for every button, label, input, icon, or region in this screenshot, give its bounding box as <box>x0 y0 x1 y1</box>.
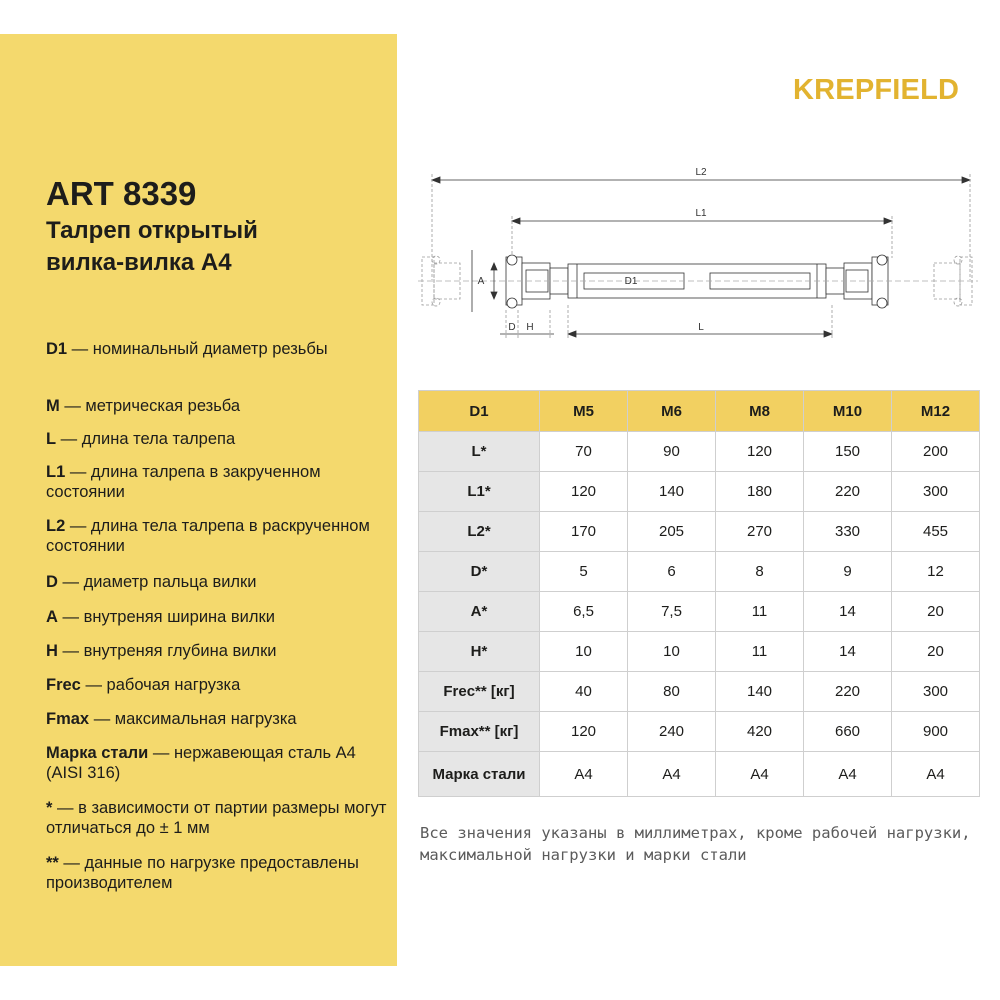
table-header-row <box>419 391 980 432</box>
table-row <box>419 512 980 552</box>
table-cell: 300 <box>892 672 980 712</box>
table-cell: A4 <box>628 752 716 797</box>
table-cell: A4 <box>892 752 980 797</box>
table-row <box>419 632 980 672</box>
row-label: A* <box>419 592 540 632</box>
l2-arrow-right <box>962 177 970 183</box>
table-cell: 14 <box>804 592 892 632</box>
table-cell: 10 <box>540 632 628 672</box>
table-header-cell: D1 <box>419 391 540 432</box>
table-cell: A4 <box>716 752 804 797</box>
table-row <box>419 752 980 797</box>
table-cell: 8 <box>716 552 804 592</box>
table-cell: 20 <box>892 632 980 672</box>
table-cell: 20 <box>892 592 980 632</box>
table-row <box>419 592 980 632</box>
table-header-cell: M10 <box>804 391 892 432</box>
label-a: A <box>477 276 485 287</box>
l-arrow-right <box>824 331 832 337</box>
table-cell: 140 <box>628 472 716 512</box>
row-label: L2* <box>419 512 540 552</box>
definition-fmax: Fmax — максимальная нагрузка <box>46 710 297 728</box>
row-label: Fmax** [кг] <box>419 712 540 752</box>
table-cell: 300 <box>892 472 980 512</box>
table-row <box>419 712 980 752</box>
table-cell: 11 <box>716 592 804 632</box>
table-cell: 420 <box>716 712 804 752</box>
table-cell: A4 <box>540 752 628 797</box>
table-row <box>419 672 980 712</box>
table-cell: 200 <box>892 432 980 472</box>
table-header-cell: M8 <box>716 391 804 432</box>
table-cell: 9 <box>804 552 892 592</box>
row-label: D* <box>419 552 540 592</box>
a-arrow-top <box>491 263 497 270</box>
definition-load-note: ** — данные по нагрузке предоставлены производителем <box>46 854 359 892</box>
table-cell: 455 <box>892 512 980 552</box>
table-cell: 330 <box>804 512 892 552</box>
label-l1: L1 <box>695 208 707 219</box>
table-row <box>419 472 980 512</box>
table-cell: 120 <box>540 472 628 512</box>
table-cell: 120 <box>716 432 804 472</box>
definition-frec: Frec — рабочая нагрузка <box>46 676 241 694</box>
table-cell: 205 <box>628 512 716 552</box>
label-d: D <box>508 322 516 333</box>
l1-arrow-left <box>512 218 520 224</box>
table-cell: 180 <box>716 472 804 512</box>
definition-d: D — диаметр пальца вилки <box>46 573 257 591</box>
definition-l: L — длина тела талрепа <box>46 430 236 448</box>
table-cell: 10 <box>628 632 716 672</box>
table-cell: 90 <box>628 432 716 472</box>
table-cell: 11 <box>716 632 804 672</box>
table-row <box>419 552 980 592</box>
table-cell: A4 <box>804 752 892 797</box>
table-cell: 6 <box>628 552 716 592</box>
label-l: L <box>698 322 704 333</box>
product-name-line-1: Талреп открытый <box>46 217 258 244</box>
definition-h: H — внутреняя глубина вилки <box>46 642 277 660</box>
definition-m: M — метрическая резьба <box>46 397 241 415</box>
table-cell: 6,5 <box>540 592 628 632</box>
fork-left <box>506 255 568 308</box>
table-cell: 120 <box>540 712 628 752</box>
table-cell: 80 <box>628 672 716 712</box>
table-cell: 660 <box>804 712 892 752</box>
product-name <box>46 215 386 279</box>
label-h: H <box>526 322 534 333</box>
l-arrow-left <box>568 331 576 337</box>
row-label: L1* <box>419 472 540 512</box>
table-cell: 14 <box>804 632 892 672</box>
definition-l2: L2 — длина тела талрепа в раскрученном состоянии <box>46 517 370 555</box>
table-cell: 70 <box>540 432 628 472</box>
table-row <box>419 432 980 472</box>
definition-tolerance-note: * — в зависимости от партии размеры могут отличаться до ± 1 мм <box>46 799 387 837</box>
product-name-line-2: вилка-вилка А4 <box>46 249 232 276</box>
turnbuckle-drawing <box>412 160 982 350</box>
row-label: Марка стали <box>419 752 540 797</box>
table-cell: 240 <box>628 712 716 752</box>
table-cell: 220 <box>804 472 892 512</box>
definition-steel-grade: Марка стали — нержавеющая сталь А4 (AISI 316) <box>46 744 356 782</box>
table-cell: 12 <box>892 552 980 592</box>
definition-d1: D1 — номинальный диаметр резьбы <box>46 340 328 358</box>
table-cell: 7,5 <box>628 592 716 632</box>
definition-a: A — внутреняя ширина вилки <box>46 608 275 626</box>
l1-arrow-right <box>884 218 892 224</box>
table-header-cell: M6 <box>628 391 716 432</box>
table-cell: 40 <box>540 672 628 712</box>
table-header-cell: M12 <box>892 391 980 432</box>
definition-l1: L1 — длина талрепа в закрученном состоянии <box>46 463 321 501</box>
table-cell: 170 <box>540 512 628 552</box>
fork-right <box>826 255 888 308</box>
brand-logo: KREPFIELD <box>793 74 960 106</box>
row-label: Frec** [кг] <box>419 672 540 712</box>
row-label: L* <box>419 432 540 472</box>
row-label: H* <box>419 632 540 672</box>
label-d1: D1 <box>624 276 638 287</box>
label-l2: L2 <box>695 167 707 178</box>
product-art: ART 8339 <box>46 175 197 212</box>
a-arrow-bottom <box>491 292 497 299</box>
table-cell: 900 <box>892 712 980 752</box>
spec-table <box>418 390 980 797</box>
table-header-cell: M5 <box>540 391 628 432</box>
table-cell: 220 <box>804 672 892 712</box>
table-cell: 5 <box>540 552 628 592</box>
table-cell: 140 <box>716 672 804 712</box>
l2-arrow-left <box>432 177 440 183</box>
table-cell: 270 <box>716 512 804 552</box>
table-cell: 150 <box>804 432 892 472</box>
units-note: Все значения указаны в миллиметрах, кроме рабочей нагрузки, максимальной нагрузки и марки стали <box>420 824 971 864</box>
